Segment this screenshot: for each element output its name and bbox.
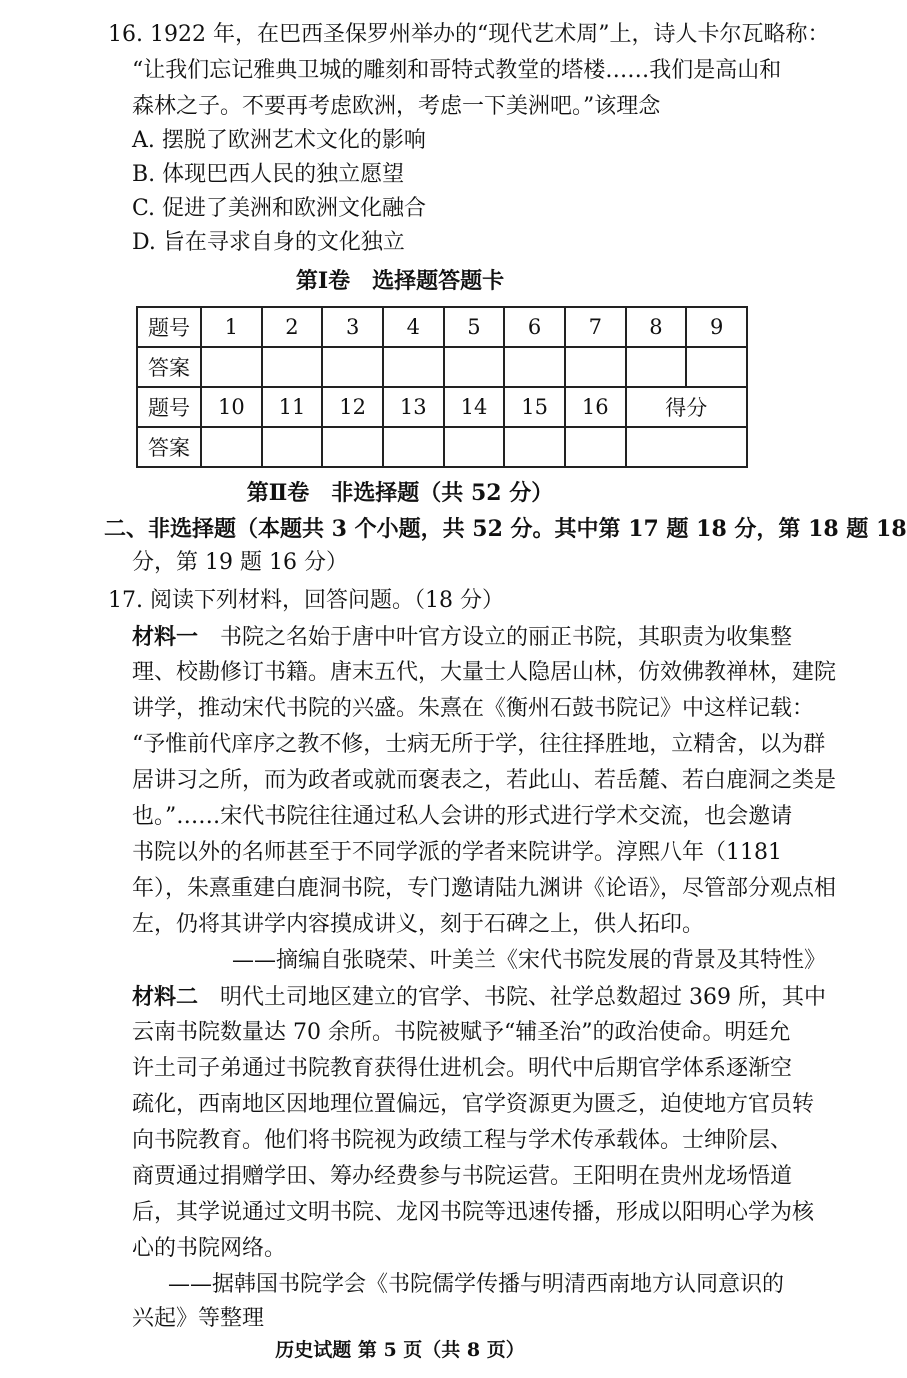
answer-cell[interactable]: [626, 347, 687, 387]
material-one-line: 也。”……宋代书院往往通过私人会讲的形式进行学术交流，也会邀请: [132, 804, 793, 829]
material-two-line: 明代土司地区建立的官学、书院、社学总数超过 369 所，其中: [198, 985, 826, 1010]
material-one-line: 书院之名始于唐中叶官方设立的丽正书院，其职责为收集整: [198, 625, 793, 650]
answer-cell[interactable]: [504, 427, 565, 467]
table-row: [137, 307, 747, 347]
answer-cell[interactable]: [322, 427, 383, 467]
material-one-source: ——摘编自张晓荣、叶美兰《宋代书院发展的背景及其特性》: [232, 948, 827, 973]
answer-card-table: [136, 306, 748, 468]
material-one-line: 讲学，推动宋代书院的兴盛。朱熹在《衡州石鼓书院记》中这样记载：: [132, 696, 815, 721]
part-two-title: 第Ⅱ卷 非选择题（共 52 分）: [246, 480, 554, 506]
answer-cell[interactable]: [201, 427, 262, 467]
question-number-cell: 16: [565, 387, 626, 427]
material-one-label: 材料一: [132, 624, 199, 650]
page-footer: 历史试题 第 5 页（共 8 页）: [275, 1339, 525, 1361]
question-number-cell: 11: [262, 387, 323, 427]
question-number-cell: 3: [322, 307, 383, 347]
answer-cell[interactable]: [383, 427, 444, 467]
row-label-answer: 答案: [137, 347, 201, 387]
answer-card-title: 第Ⅰ卷 选择题答题卡: [295, 268, 505, 294]
q16-line-2: “让我们忘记雅典卫城的雕刻和哥特式教堂的塔楼……我们是高山和: [132, 58, 782, 83]
material-two-line: 后，其学说通过文明书院、龙冈书院等迅速传播，形成以阳明心学为核: [132, 1200, 815, 1225]
answer-cell[interactable]: [565, 427, 626, 467]
material-one-line: 左，仍将其讲学内容摸成讲义，刻于石碑之上，供人拓印。: [132, 912, 705, 937]
question-number-cell: 13: [383, 387, 444, 427]
question-number-cell: 8: [626, 307, 687, 347]
material-one-line: 居讲习之所，而为政者或就而褒表之，若此山、若岳麓、若白鹿洞之类是: [132, 768, 837, 793]
material-two-source-line-1: ——据韩国书院学会《书院儒学传播与明清西南地方认同意识的: [168, 1272, 785, 1297]
answer-cell[interactable]: [262, 427, 323, 467]
material-two-line: 向书院教育。他们将书院视为政绩工程与学术传承载体。士绅阶层、: [132, 1128, 793, 1153]
answer-cell[interactable]: [383, 347, 444, 387]
score-label: 得分: [626, 387, 747, 427]
q16-option-a: A. 摆脱了欧洲艺术文化的影响: [132, 128, 426, 153]
answer-cell[interactable]: [504, 347, 565, 387]
q16-line-1: 16. 1922 年，在巴西圣保罗州举办的“现代艺术周”上，诗人卡尔瓦略称：: [108, 22, 830, 47]
answer-cell[interactable]: [201, 347, 262, 387]
question-number-cell: 1: [201, 307, 262, 347]
row-label-number: 题号: [137, 307, 201, 347]
q16-option-d: D. 旨在寻求自身的文化独立: [132, 230, 405, 255]
question-number-cell: 10: [201, 387, 262, 427]
q16-line-3: 森林之子。不要再考虑欧洲，考虑一下美洲吧。”该理念: [132, 94, 661, 119]
question-number-cell: 4: [383, 307, 444, 347]
question-number-cell: 7: [565, 307, 626, 347]
answer-cell[interactable]: [686, 347, 747, 387]
material-one-first-line: [132, 620, 792, 655]
q16-option-b: B. 体现巴西人民的独立愿望: [132, 162, 405, 187]
score-cell[interactable]: [626, 427, 747, 467]
table-row: [137, 387, 747, 427]
material-two-line: 疏化，西南地区因地理位置偏远，官学资源更为匮乏，迫使地方官员转: [132, 1092, 815, 1117]
question-number-cell: 5: [444, 307, 505, 347]
material-one-line: “予惟前代庠序之教不修，士病无所于学，往往择胜地，立精舍，以为群: [132, 732, 826, 757]
table-row: [137, 427, 747, 467]
answer-cell[interactable]: [444, 347, 505, 387]
material-two-line: 云南书院数量达 70 余所。书院被赋予“辅圣治”的政治使命。明廷允: [132, 1020, 791, 1045]
question-number-cell: 6: [504, 307, 565, 347]
material-two-line: 商贾通过捐赠学田、筹办经费参与书院运营。王阳明在贵州龙场悟道: [132, 1164, 793, 1189]
question-number-cell: 12: [322, 387, 383, 427]
material-two-source-line-2: 兴起》等整理: [132, 1306, 265, 1331]
material-one-line: 年），朱熹重建白鹿洞书院，专门邀请陆九渊讲《论语》，尽管部分观点相: [132, 876, 837, 901]
answer-cell[interactable]: [565, 347, 626, 387]
material-two-line: 心的书院网络。: [132, 1236, 287, 1261]
question-number-cell: 2: [262, 307, 323, 347]
material-two-first-line: [132, 980, 826, 1015]
material-two-line: 许土司子弟通过书院教育获得仕进机会。明代中后期官学体系逐渐空: [132, 1056, 793, 1081]
answer-cell[interactable]: [262, 347, 323, 387]
row-label-number: 题号: [137, 387, 201, 427]
material-one-line: 理、校勘修订书籍。唐末五代，大量士人隐居山林，仿效佛教禅林，建院: [132, 660, 837, 685]
section-heading-line-1: 二、非选择题（本题共 3 个小题，共 52 分。其中第 17 题 18 分，第 18 题 18: [104, 516, 907, 542]
answer-cell[interactable]: [322, 347, 383, 387]
row-label-answer: 答案: [137, 427, 201, 467]
question-number-cell: 14: [444, 387, 505, 427]
material-two-label: 材料二: [132, 984, 199, 1010]
material-one-line: 书院以外的名师甚至于不同学派的学者来院讲学。淳熙八年（1181: [132, 840, 782, 865]
q17-stem: 17. 阅读下列材料，回答问题。（18 分）: [108, 588, 504, 613]
question-number-cell: 9: [686, 307, 747, 347]
question-number-cell: 15: [504, 387, 565, 427]
answer-cell[interactable]: [444, 427, 505, 467]
section-heading-line-2: 分，第 19 题 16 分）: [132, 550, 348, 575]
table-row: [137, 347, 747, 387]
q16-option-c: C. 促进了美洲和欧洲文化融合: [132, 196, 427, 221]
